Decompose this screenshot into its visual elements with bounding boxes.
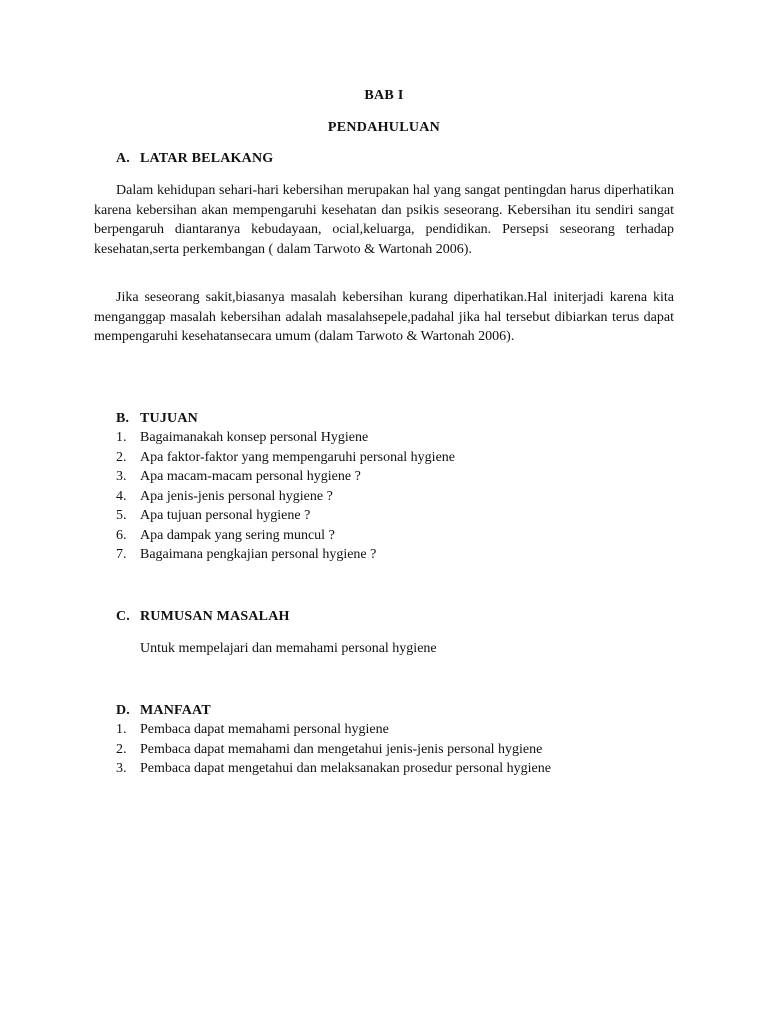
list-item-number: 3.	[116, 469, 127, 484]
section-a-heading	[116, 151, 273, 167]
list-item	[116, 428, 455, 448]
section-d-letter: D.	[116, 703, 131, 718]
list-item-text: Pembaca dapat memahami personal hygiene	[140, 722, 389, 737]
chapter-label: BAB I	[364, 88, 404, 103]
section-b-letter: B.	[116, 411, 130, 426]
list-item-number: 1.	[116, 722, 127, 737]
list-item-number: 7.	[116, 547, 127, 562]
list-item	[116, 759, 551, 779]
list-item	[116, 526, 455, 546]
list-item	[116, 448, 455, 468]
list-item-number: 2.	[116, 449, 127, 465]
list-item-text: Apa jenis-jenis personal hygiene ?	[140, 488, 333, 504]
list-item	[116, 506, 455, 526]
section-d-heading	[116, 703, 211, 719]
section-b-heading	[116, 411, 198, 427]
section-c-title: RUMUSAN MASALAH	[140, 609, 290, 624]
section-c-heading	[116, 609, 290, 625]
list-item	[116, 467, 455, 487]
list-item-text: Bagaimanakah konsep personal Hygiene	[140, 430, 369, 445]
list-item-text: Apa tujuan personal hygiene ?	[140, 508, 311, 523]
list-item-number: 3.	[116, 761, 127, 776]
section-a-paragraph-1: Dalam kehidupan sehari-hari kebersihan merupakan hal yang sangat pentingdan harus diperhatikan karena kebersihan akan mempengaruhi kesehatan dan psikis seseorang. Kebersihan itu sendiri sangat berpengaruh diantaranya kebudayaan, ocial,keluarga, pendidikan. Persepsi seseorang terhadap kesehatan,serta perkembangan ( dalam Tarwoto & Wartonah 2006).	[94, 183, 674, 257]
section-c-text: Untuk mempelajari dan memahami personal hygiene	[140, 641, 437, 656]
section-a-title: LATAR BELAKANG	[140, 151, 274, 166]
list-item-text: Apa macam-macam personal hygiene ?	[140, 469, 361, 484]
list-item	[116, 545, 455, 565]
list-item-text: Apa faktor-faktor yang mempengaruhi personal hygiene	[140, 449, 455, 465]
list-item	[116, 720, 551, 740]
section-b-title: TUJUAN	[140, 411, 198, 426]
list-item-number: 2.	[116, 741, 127, 757]
list-item-text: Apa dampak yang sering muncul ?	[140, 527, 335, 543]
section-c-letter: C.	[116, 609, 131, 624]
list-item-text: Bagaimana pengkajian personal hygiene ?	[140, 547, 377, 562]
list-item-number: 6.	[116, 527, 127, 543]
chapter-title: PENDAHULUAN	[327, 120, 441, 135]
list-item-number: 5.	[116, 508, 127, 523]
section-d-list	[116, 720, 551, 779]
section-a-letter: A.	[116, 151, 131, 166]
list-item-text: Pembaca dapat mengetahui dan melaksanakan prosedur personal hygiene	[140, 761, 551, 776]
section-b-list	[116, 428, 455, 565]
list-item	[116, 740, 551, 760]
list-item-text: Pembaca dapat memahami dan mengetahui jenis-jenis personal hygiene	[140, 741, 543, 757]
section-a-paragraph-2: Jika seseorang sakit,biasanya masalah kebersihan kurang diperhatikan.Hal initerjadi karena kita menganggap masalah kebersihan adalah masalahsepele,padahal jika hal tersebut dibiarkan terus dapat mempengaruhi kesehatansecara umum (dalam Tarwoto & Wartonah 2006).	[94, 290, 674, 344]
list-item-number: 4.	[116, 488, 127, 504]
list-item	[116, 487, 455, 507]
list-item-number: 1.	[116, 430, 127, 445]
section-d-title: MANFAAT	[140, 703, 211, 718]
